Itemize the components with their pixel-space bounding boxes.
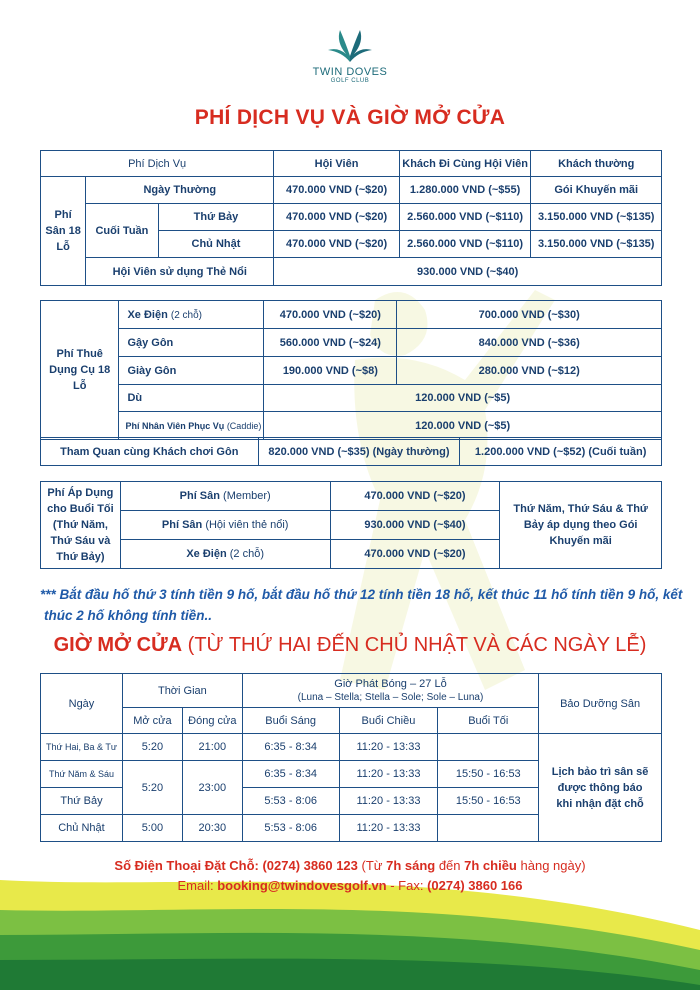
evening-row-2-label-text: Phí Sân (161, 519, 203, 531)
header-teeoff-sub: (Luna – Stella; Stella – Sole; Sole – Luna) (297, 691, 484, 703)
page-title: PHÍ DỊCH VỤ VÀ GIỜ MỞ CỬA (194, 106, 506, 129)
row-4-morning: 5:53 - 8:06 (242, 815, 339, 842)
row-1-day: Thứ Hai, Ba & Tư (41, 734, 123, 761)
evening-row-1-label-text: Phí Sân (179, 490, 220, 502)
header-afternoon: Buổi Chiều (339, 708, 438, 734)
caddie-fee: 120.000 VND (~$5) (264, 412, 662, 440)
row-3-evening: 15:50 - 16:53 (438, 788, 539, 815)
row-1-close: 21:00 (182, 734, 242, 761)
header-morning: Buổi Sáng (242, 708, 339, 734)
row-1-evening (438, 734, 539, 761)
header-service-fee: Phí Dịch Vụ (41, 151, 274, 177)
cart-member-fee: 470.000 VND (~$20) (264, 301, 397, 329)
shoes-member-fee: 190.000 VND (~$8) (264, 357, 397, 385)
saturday-member-fee: 470.000 VND (~$20) (274, 204, 400, 231)
phone-label: Số Điện Thoại Đặt Chỗ: (0274) 3860 123 (114, 858, 358, 873)
row-1-afternoon: 11:20 - 13:33 (339, 734, 438, 761)
sunday-label: Chủ Nhật (158, 231, 274, 258)
clubs-member-fee: 560.000 VND (~$24) (264, 329, 397, 357)
row-1-morning: 6:35 - 8:34 (242, 734, 339, 761)
header-maintenance: Bảo Dưỡng Sân (539, 674, 662, 734)
evening-row-1-label (120, 482, 330, 511)
sunday-guest-fee: 2.560.000 VND (~$110) (399, 231, 531, 258)
phone-hours-c: đến (435, 858, 465, 873)
sunday-member-fee: 470.000 VND (~$20) (274, 231, 400, 258)
email-label: Email: (177, 878, 218, 893)
header-teeoff (242, 674, 538, 708)
row-3-afternoon: 11:20 - 13:33 (339, 788, 438, 815)
evening-row-3-label-text: Xe Điện (186, 548, 227, 560)
weekday-guest-fee: 1.280.000 VND (~$55) (399, 177, 531, 204)
caddie-label-text: Phí Nhân Viên Phục Vụ (125, 420, 225, 431)
maintenance-note: Lịch bảo trì sân sẽ được thông báo khi nhận đặt chỗ (539, 734, 662, 842)
header-open: Mở cửa (122, 708, 182, 734)
evening-row-3-fee: 470.000 VND (~$20) (330, 540, 500, 569)
email-fax-line (0, 878, 700, 893)
row-4-afternoon: 11:20 - 13:33 (339, 815, 438, 842)
shoes-label: Giày Gôn (119, 357, 264, 385)
header-teeoff-title: Giờ Phát Bóng – 27 Lỗ (334, 677, 447, 690)
saturday-label: Thứ Bảy (158, 204, 274, 231)
row-3-day: Thứ Bảy (41, 788, 123, 815)
evening-row-1-fee: 470.000 VND (~$20) (330, 482, 500, 511)
row-2-evening: 15:50 - 16:53 (438, 761, 539, 788)
phone-hours-a: (Từ (357, 858, 387, 873)
row-2-morning: 6:35 - 8:34 (242, 761, 339, 788)
booking-phone-line (0, 858, 700, 873)
billing-note (40, 584, 684, 626)
row-2-open: 5:20 (122, 761, 182, 815)
green-swoosh-background (0, 820, 700, 990)
weekend-label: Cuối Tuần (86, 204, 158, 258)
row-1-open: 5:20 (122, 734, 182, 761)
rental-group-label: Phí Thuê Dụng Cụ 18 Lỗ (41, 301, 119, 440)
row-4-day: Chủ Nhật (41, 815, 123, 842)
caddie-label (119, 412, 264, 440)
opening-hours-table (40, 673, 662, 842)
evening-row-2-label (120, 511, 330, 540)
cart-label-note: (2 chỗ) (170, 309, 202, 321)
row-3-morning: 5:53 - 8:06 (242, 788, 339, 815)
weekday-visitor-fee: Gói Khuyến mãi (531, 177, 662, 204)
header-close: Đóng cửa (182, 708, 242, 734)
caddie-label-note: (Caddie) (226, 420, 262, 431)
floating-card-fee: 930.000 VND (~$40) (274, 258, 662, 286)
tour-fee-table (40, 437, 662, 466)
evening-row-2-label-note: (Hội viên thẻ nổi) (205, 519, 289, 531)
shoes-other-fee: 280.000 VND (~$12) (397, 357, 662, 385)
header-day: Ngày (41, 674, 123, 734)
rental-fee-table (40, 300, 662, 440)
hours-title-bold: GIỜ MỞ CỬA (53, 634, 183, 656)
umbrella-label: Dù (119, 385, 264, 412)
row-2-close: 23:00 (182, 761, 242, 815)
fax-number: (0274) 3860 166 (427, 878, 523, 893)
doves-logo-icon (320, 28, 380, 64)
brand-name: TWIN DOVES (312, 66, 388, 78)
green-fee-table (40, 150, 662, 286)
phone-hours-b: 7h sáng (386, 858, 436, 873)
header-time: Thời Gian (122, 674, 242, 708)
row-4-open: 5:00 (122, 815, 182, 842)
note-prefix: *** (40, 587, 56, 602)
clubs-label: Gậy Gôn (119, 329, 264, 357)
brand-subtitle: GOLF CLUB (330, 78, 370, 84)
email-link[interactable]: booking@twindovesgolf.vn (217, 878, 387, 893)
evening-fee-table (40, 481, 662, 569)
phone-hours-d: 7h chiều (464, 858, 517, 873)
fax-label: - Fax: (386, 878, 428, 893)
weekday-member-fee: 470.000 VND (~$20) (274, 177, 400, 204)
header-member: Hội Viên (274, 151, 400, 177)
row-4-close: 20:30 (182, 815, 242, 842)
evening-row-3-label-note: (2 chỗ) (229, 548, 265, 560)
cart-label-text: Xe Điện (127, 308, 168, 321)
row-2-day: Thứ Năm & Sáu (41, 761, 123, 788)
saturday-visitor-fee: 3.150.000 VND (~$135) (531, 204, 662, 231)
tour-weekend-fee: 1.200.000 VND (~$52) (Cuối tuần) (460, 438, 662, 466)
saturday-guest-fee: 2.560.000 VND (~$110) (399, 204, 531, 231)
weekday-label: Ngày Thường (86, 177, 274, 204)
evening-row-2-fee: 930.000 VND (~$40) (330, 511, 500, 540)
clubs-other-fee: 840.000 VND (~$36) (397, 329, 662, 357)
phone-hours-e: hàng ngày) (516, 858, 586, 873)
row-2-afternoon: 11:20 - 13:33 (339, 761, 438, 788)
header-evening: Buổi Tối (438, 708, 539, 734)
header-member-guest: Khách Đi Cùng Hội Viên (399, 151, 531, 177)
evening-group-label: Phí Áp Dụng cho Buổi Tối (Thứ Năm, Thứ Sáu và Thứ Bảy) (41, 482, 121, 569)
tour-weekday-fee: 820.000 VND (~$35) (Ngày thường) (258, 438, 460, 466)
cart-label (119, 301, 264, 329)
green-fee-group-label: Phí Sân 18 Lỗ (41, 177, 86, 286)
evening-row-1-label-note: (Member) (223, 490, 271, 502)
sunday-visitor-fee: 3.150.000 VND (~$135) (531, 231, 662, 258)
twin-doves-logo (300, 28, 400, 84)
evening-promo-note: Thứ Năm, Thứ Sáu & Thứ Bảy áp dụng theo Gói Khuyến mãi (500, 482, 662, 569)
tour-label: Tham Quan cùng Khách chơi Gôn (41, 438, 259, 466)
floating-card-label: Hội Viên sử dụng Thẻ Nổi (86, 258, 274, 286)
row-4-evening (438, 815, 539, 842)
evening-row-3-label (120, 540, 330, 569)
cart-other-fee: 700.000 VND (~$30) (397, 301, 662, 329)
note-text: Bắt đầu hố thứ 3 tính tiền 9 hố, bắt đầu hố thứ 12 tính tiền 18 hố, kết thúc 11 hố tính tiền 9 hố, kết thúc 2 hố không tính tiền.. (44, 587, 683, 623)
hours-title-rest: (TỪ THỨ HAI ĐẾN CHỦ NHẬT VÀ CÁC NGÀY LỄ) (182, 634, 647, 656)
opening-hours-title (0, 634, 700, 657)
header-visitor: Khách thường (531, 151, 662, 177)
umbrella-fee: 120.000 VND (~$5) (264, 385, 662, 412)
